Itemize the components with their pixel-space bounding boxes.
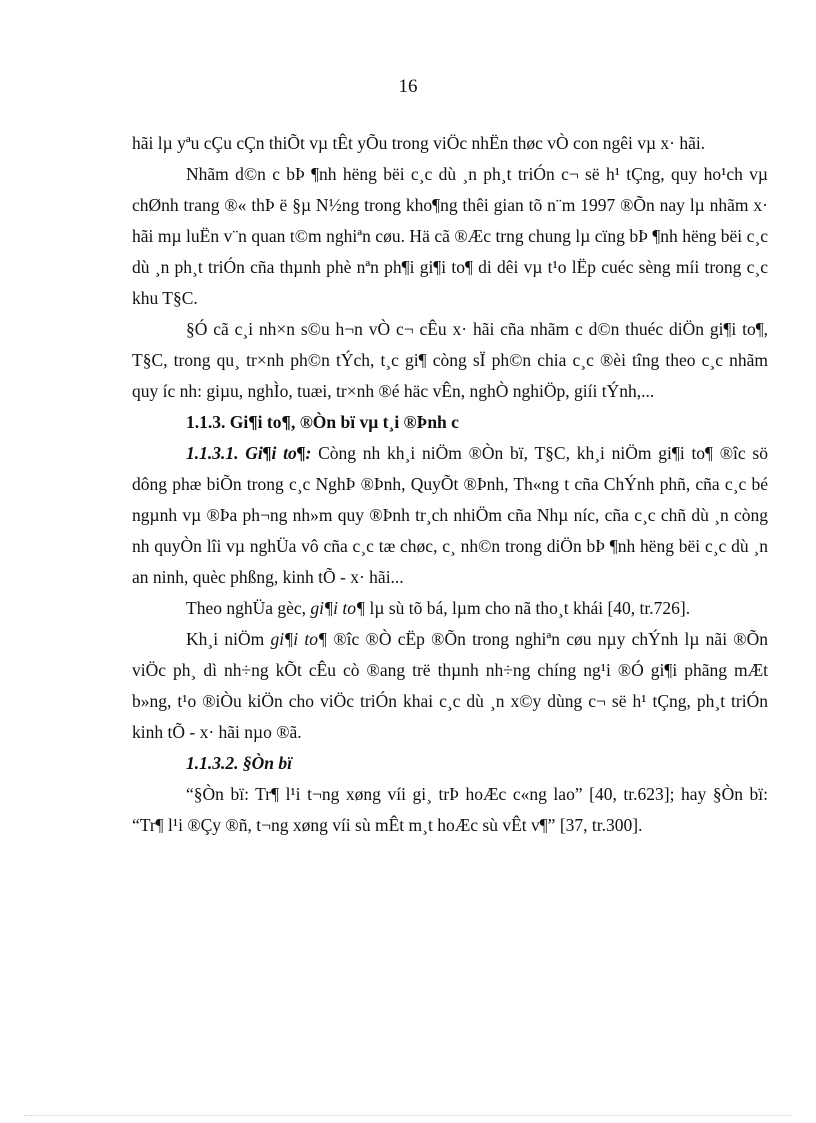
subsection-label-1-1-3-1: 1.1.3.1. Gi¶i to¶: (186, 443, 312, 463)
page-number: 16 (398, 76, 418, 97)
document-body (132, 128, 768, 841)
paragraph-social-structure: §Ó cã c¸i nh×n s©u h¬n vÒ c¬ cÊu x· hãi cña nhãm c d©n thuéc diÖn gi¶i to¶, T§C, trong qu¸ tr×nh ph©n tÝch, t¸c gi¶ còng sÏ ph©n chia c¸c ®èi tîng theo c¸c nhãm quy íc nh: giµu, nghÌo, tuæi, tr×nh ®é häc vÊn, nghÒ nghiÖp, giíi tÝnh,... (132, 319, 768, 401)
original-meaning-term: gi¶i to¶ (310, 598, 366, 618)
paragraph-compensation-definition: “§Òn bï: Tr¶ l¹i t¬ng xøng víi gi¸ trÞ hoÆc c«ng lao” [40, tr.623]; hay §Òn bï: “Tr¶ l¹i ®Çy ®ñ, t¬ng xøng víi sù mÊt m¸t hoÆc sù vÊt v¶” [37, tr.300]. (132, 784, 768, 835)
section-heading-1-1-3: 1.1.3. Gi¶i to¶, ®Òn bï vµ t¸i ®Þnh c (186, 412, 459, 432)
research-concept-before: Kh¸i niÖm (186, 629, 271, 649)
subsection-heading-1-1-3-2: 1.1.3.2. §Òn bï (186, 753, 292, 773)
research-concept-term: gi¶i to¶ (270, 629, 328, 649)
original-meaning-after: lµ sù tõ bá, lµm cho nã tho¸t khái [40, tr.726]. (365, 598, 691, 618)
paragraph-clearance-definition (132, 438, 768, 593)
paragraph-continuation: hãi lµ yªu cÇu cÇn thiÕt vµ tÊt yÕu trong viÖc nhËn thøc vÒ con ngêi vµ x· hãi. (132, 133, 706, 153)
paragraph-research-concept (132, 624, 768, 748)
paragraph-resettled-group: Nhãm d©n c bÞ ¶nh hëng bëi c¸c dù ¸n ph¸t triÓn c¬ së h¹ tÇng, quy ho¹ch vµ chØnh trang ®« thÞ ë §µ N½ng trong kho¶ng thêi gian tõ n¨m 1997 ®Õn nay lµ nhãm x· hãi mµ luËn v¨n quan t©m nghiªn cøu. Hä cã ®Æc trng chung lµ cïng bÞ ¶nh hëng bëi c¸c dù ¸n ph¸t triÓn cña thµnh phè nªn ph¶i gi¶i to¶ di dêi vµ t¹o lËp cuéc sèng míi trong c¸c khu T§C. (132, 164, 768, 308)
research-concept-after: ®îc ®Ò cËp ®Õn trong nghiªn cøu nµy chÝnh lµ nãi ®Õn viÖc ph¸ dì nh÷ng kÕt cÊu cò ®ang trë thµnh nh÷ng chíng ng¹i ®Ó gi¶i phãng mÆt b»ng, t¹o ®iÒu kiÖn cho viÖc triÓn khai c¸c dù ¸n x©y dùng c¬ së h¹ tÇng, ph¸t triÓn kinh tÕ - x· hãi nµo ®ã. (132, 629, 768, 742)
original-meaning-before: Theo nghÜa gèc, (186, 598, 311, 618)
paragraph-original-meaning (132, 593, 768, 624)
footer-divider (24, 1115, 792, 1116)
clearance-definition-text: Còng nh kh¸i niÖm ®Òn bï, T§C, kh¸i niÖm gi¶i to¶ ®îc sö dông phæ biÕn trong c¸c NghÞ ®Þnh, QuyÕt ®Þnh, Th«ng t cña ChÝnh phñ, cña c¸c bé ngµnh vµ ®Þa ph¬ng nh»m quy ®Þnh tr¸ch nhiÖm cña Nhµ níc, cña c¸c chñ dù ¸n còng nh quyÒn lîi vµ nghÜa vô cña c¸c tæ chøc, c¸ nh©n trong diÖn bÞ ¶nh hëng bëi c¸c dù ¸n an ninh, quèc phßng, kinh tÕ - x· hãi... (132, 443, 768, 587)
